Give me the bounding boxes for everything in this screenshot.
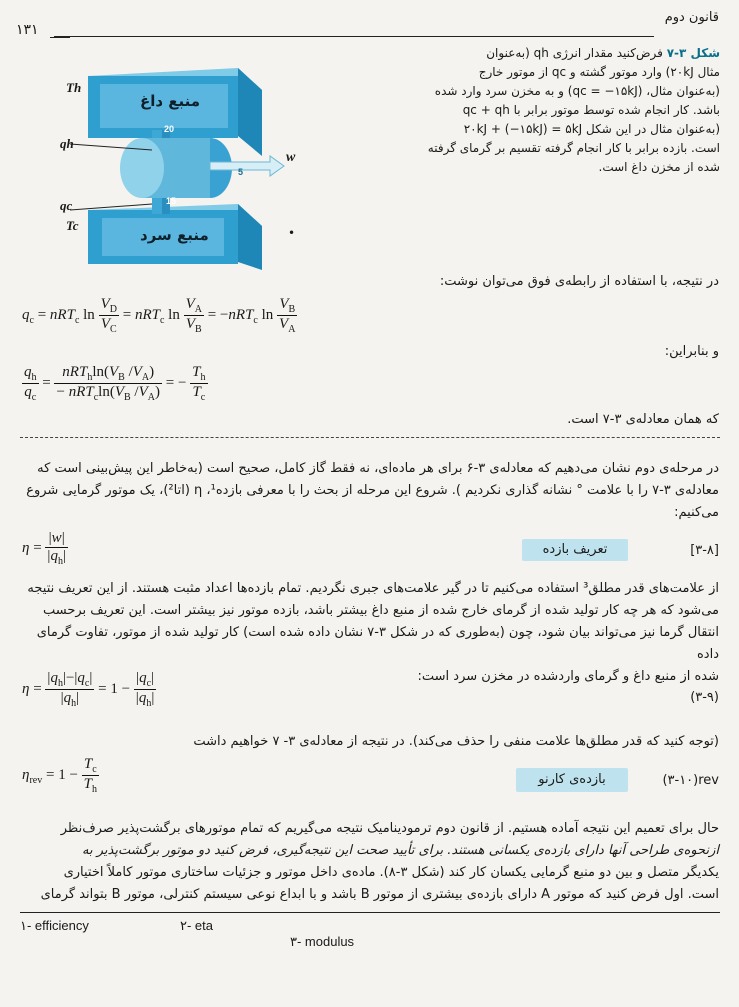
label-tc: Tc: [66, 218, 79, 233]
caption-line: مثال ۲۰kJ) وارد موتور گشته و qc از موتور خارج: [478, 65, 720, 79]
footnote-1: ۱- efficiency: [20, 918, 89, 933]
equation-ratio: $\frac{q_h}{q_c}$ = $\frac{nRT_h\ln(V_B /V_A)}{- nRT_c\ln(V_B /V_A)}$ = − $\frac{T_h}{T_c}$: [24, 364, 206, 403]
paragraph-4: [19, 818, 719, 906]
footnote-rule: [20, 912, 720, 913]
equation-eta-2: η = $\frac{|q_h|-|q_c|}{|q_h|}$ = 1 − $\frac{|q_c|}{|q_h|}$: [22, 670, 155, 709]
carnot-efficiency-box: بازده‌ی کارنو: [516, 768, 628, 792]
caption-line: شده از مخزن داغ است.: [598, 160, 720, 174]
paragraph-2-line: از علامت‌های قدر مطلق³ استفاده می‌کنیم تا در گیر علامت‌های جبری نگردیم. تمام بازده‌ها اعداد مثبت هستند. از این تعریف نتیجه: [27, 581, 719, 596]
paragraph-same: که همان معادله‌ی ۳-۷ است.: [567, 412, 719, 427]
paragraph-therefore: و بنابراین:: [664, 344, 719, 359]
paragraph-1: [19, 458, 719, 524]
value-cold: 15: [166, 196, 177, 206]
label-w: w: [286, 150, 296, 165]
value-hot: 20: [164, 124, 175, 134]
figure-bullet: •: [288, 226, 296, 240]
caption-line: باشد. کار انجام شده توسط موتور برابر با qc + qh: [462, 103, 720, 117]
heat-engine-figure: [60, 58, 310, 280]
paragraph-4-line: یکدیگر متصل و بین دو منبع گرمایی یکسان کار کند (شکل ۳-۸). ماده‌ی داخل موتور و جزئیات ساختاری موتور کاملاً اختیاری: [63, 865, 719, 880]
equation-number-3-10: (۳-۱۰)rev: [662, 773, 719, 788]
paragraph-4-line: ازنحوه‌ی طراحی آنها دارای بازده‌ی یکسانی هستند. برای تأیید صحت این نتیجه‌گیری، فرض کنید دو موتور برگشت‌پذیر به: [81, 843, 719, 858]
caption-label: شکل ۳-۷: [666, 46, 720, 60]
paragraph-3: (توجه کنید که قدر مطلق‌ها علامت منفی را حذف می‌کند). در نتیجه از معادله‌ی ۳- ۷ خواهیم داشت: [193, 734, 719, 749]
equation-number-3-9: (۳-۹): [690, 690, 719, 705]
paragraph-result: در نتیجه، با استفاده از رابطه‌ی فوق می‌توان نوشت:: [439, 274, 719, 289]
equation-eta-rev: $\eta_{rev} = 1$ − $\frac{T_c}{T_h}$: [22, 756, 97, 795]
header-rule: [50, 37, 70, 38]
paragraph-4-line: حال برای تعمیم این نتیجه آماده هستیم. از قانون دوم ترمودینامیک نتیجه می‌گیریم که تمام موتورهای برگشت‌پذیر صرف‌نظر: [60, 821, 719, 836]
paragraph-1-line: می‌کنیم:: [674, 505, 719, 520]
equation-eta: η = $\frac{|w|}{|q_h|}$: [22, 530, 66, 567]
figure-caption: [392, 44, 720, 177]
header-rule-long: [54, 36, 654, 37]
caption-line: (به‌عنوان مثال در این شکل ۲۰kJ + (−۱۵kJ) = ۵kJ: [463, 122, 720, 136]
efficiency-definition-box: تعریف بازده: [522, 539, 628, 561]
page-number: ۱۳۱: [16, 22, 39, 38]
chapter-title: قانون دوم: [664, 10, 719, 25]
section-divider: [20, 437, 720, 438]
caption-line: فرض‌کنید مقدار انرژی qh (به‌عنوان: [486, 46, 663, 60]
paragraph-1-line: در مرحله‌ی دوم نشان می‌دهیم که معادله‌ی ۳-۶ برای هر ماده‌ای، نه فقط گاز کامل، صحیح است (به‌خاطر این پیش‌بینی است که: [37, 461, 719, 476]
label-th: Th: [66, 80, 82, 95]
footnote-3: ۳- modulus: [290, 934, 355, 949]
paragraph-1-line: معادله‌ی ۳-۷ را با علامت ° نشانه گذاری نکردیم ). شروع این مرحله از بحث را با معرفی بازده¹، η (اتا²)، یک موتور گرمایی شروع: [26, 483, 719, 498]
paragraph-2-line: می‌شود که هر چه کار تولید شده از گرمای خارج شده از منبع داغ بیشتر باشد، بازده موتور نیز بیشتر است. این تعریف برحسب: [42, 603, 719, 618]
caption-line: (به‌عنوان مثال، (qc = −۱۵kJ) و به مخزن سرد وارد شده: [434, 84, 720, 98]
hot-reservoir-label: منبع داغ: [140, 92, 201, 110]
caption-line: است. بازده برابر با کار انجام گرفته تقسیم بر گرمای گرفته: [427, 141, 720, 155]
equation-number-3-8: [۳-۸]: [690, 543, 719, 558]
label-qc: qc: [60, 198, 73, 213]
equation-qc: $q_c = nRT_c$ ln $\frac{V_D}{V_C}$ = nRT$_c$ ln $\frac{V_A}{V_B}$ = −nRT$_c$ ln $\frac{V_B}{V_A}$: [22, 296, 296, 335]
value-w: 5: [238, 167, 244, 177]
footnote-2: ۲- eta: [180, 918, 213, 933]
label-qh: qh: [60, 136, 74, 151]
paragraph-2-line: انتقال گرما نیز می‌تواند بیان شود، چون (به‌طوری که در شکل ۳-۷ نشان داده شده است) کار تولید شده از موتور، تفاوت گرمای داده: [36, 625, 719, 662]
cold-reservoir-label: منبع سرد: [140, 226, 209, 244]
paragraph-2-line: شده از منبع داغ و گرمای وارد‌شده در مخزن سرد است:: [417, 669, 719, 684]
paragraph-4-line: است. اول فرض کنید که موتور A دارای بازده‌ی بیشتری از موتور B باشد و با ابداع نوعی سیستم کنترلی، موتور B بتواند گرمای: [40, 887, 719, 902]
